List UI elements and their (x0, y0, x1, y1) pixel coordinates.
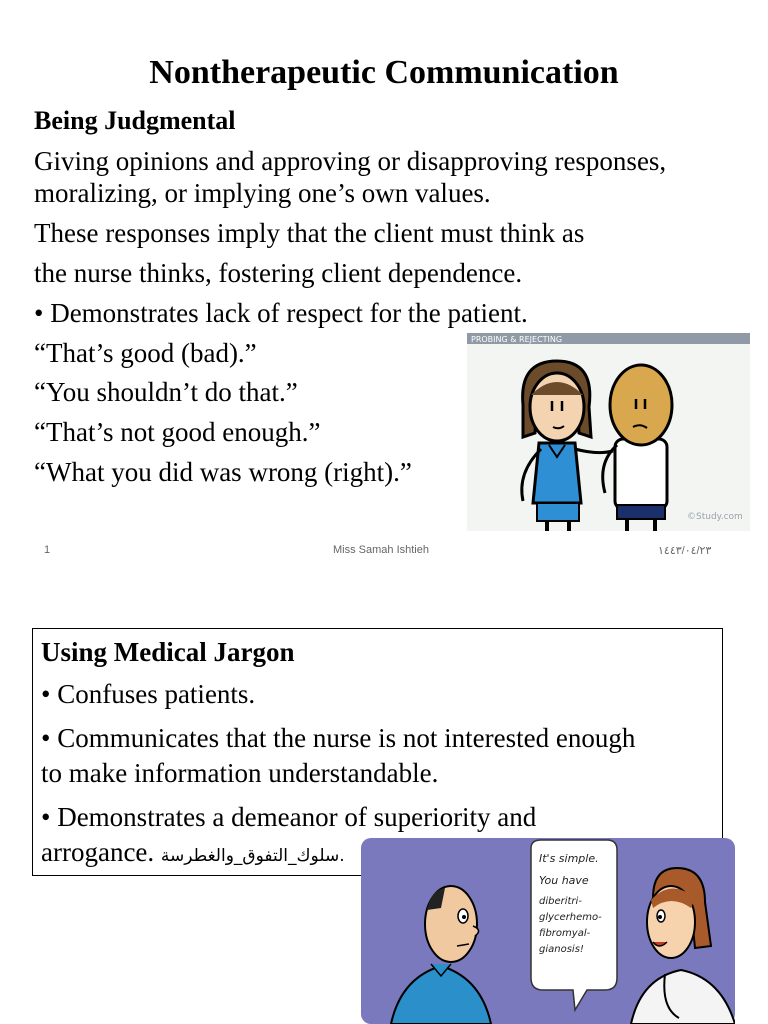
speech-line: It's simple. (539, 852, 599, 865)
nurse-patient-illustration (467, 333, 750, 531)
slide-2 (0, 580, 768, 1024)
image-banner: PROBING & REJECTING (471, 335, 563, 344)
section-heading: Being Judgmental (34, 106, 236, 135)
last-line-text: arrogance. (41, 837, 155, 867)
bullet-line: • Confuses patients. (41, 679, 256, 709)
page-number: 1 (44, 544, 51, 556)
slide-title: Nontherapeutic Communication (149, 54, 619, 91)
quote-line: “That’s good (bad).” (34, 338, 257, 368)
body-line: Giving opinions and approving or disapproving responses, (34, 146, 667, 176)
body-line: These responses imply that the client must think as (34, 218, 585, 248)
body-line: the nurse thinks, fostering client dependence. (34, 258, 523, 288)
bullet-line: • Communicates that the nurse is not interested enough (41, 723, 636, 753)
quote-line: “That’s not good enough.” (34, 417, 321, 447)
quote-line: “You shouldn’t do that.” (34, 377, 298, 407)
footer-date: ١٤٤٣/٠٤/٢٣ (658, 545, 712, 557)
speech-line: fibromyal- (539, 928, 591, 939)
quote-line: “What you did was wrong (right).” (34, 457, 412, 487)
bullet-line: • Demonstrates lack of respect for the patient. (34, 298, 528, 328)
section-heading: Using Medical Jargon (41, 637, 295, 667)
bullet-line: to make information understandable. (41, 758, 439, 788)
speech-line: gianosis! (539, 944, 584, 955)
speech-line: You have (539, 874, 589, 887)
body-line: moralizing, or implying one’s own values. (34, 178, 491, 208)
speech-line: glycerhemo- (539, 912, 602, 923)
arabic-phrase: سلوك_التفوق_والغطرسة. (160, 846, 345, 866)
speech-line: diberitri- (539, 896, 582, 907)
medical-jargon-cartoon (361, 838, 735, 1024)
bullet-line: • Demonstrates a demeanor of superiority and (41, 802, 537, 832)
footer-author: Miss Samah Ishtieh (333, 544, 429, 556)
last-line (41, 835, 345, 873)
image-watermark: ©Study.com (687, 512, 743, 522)
